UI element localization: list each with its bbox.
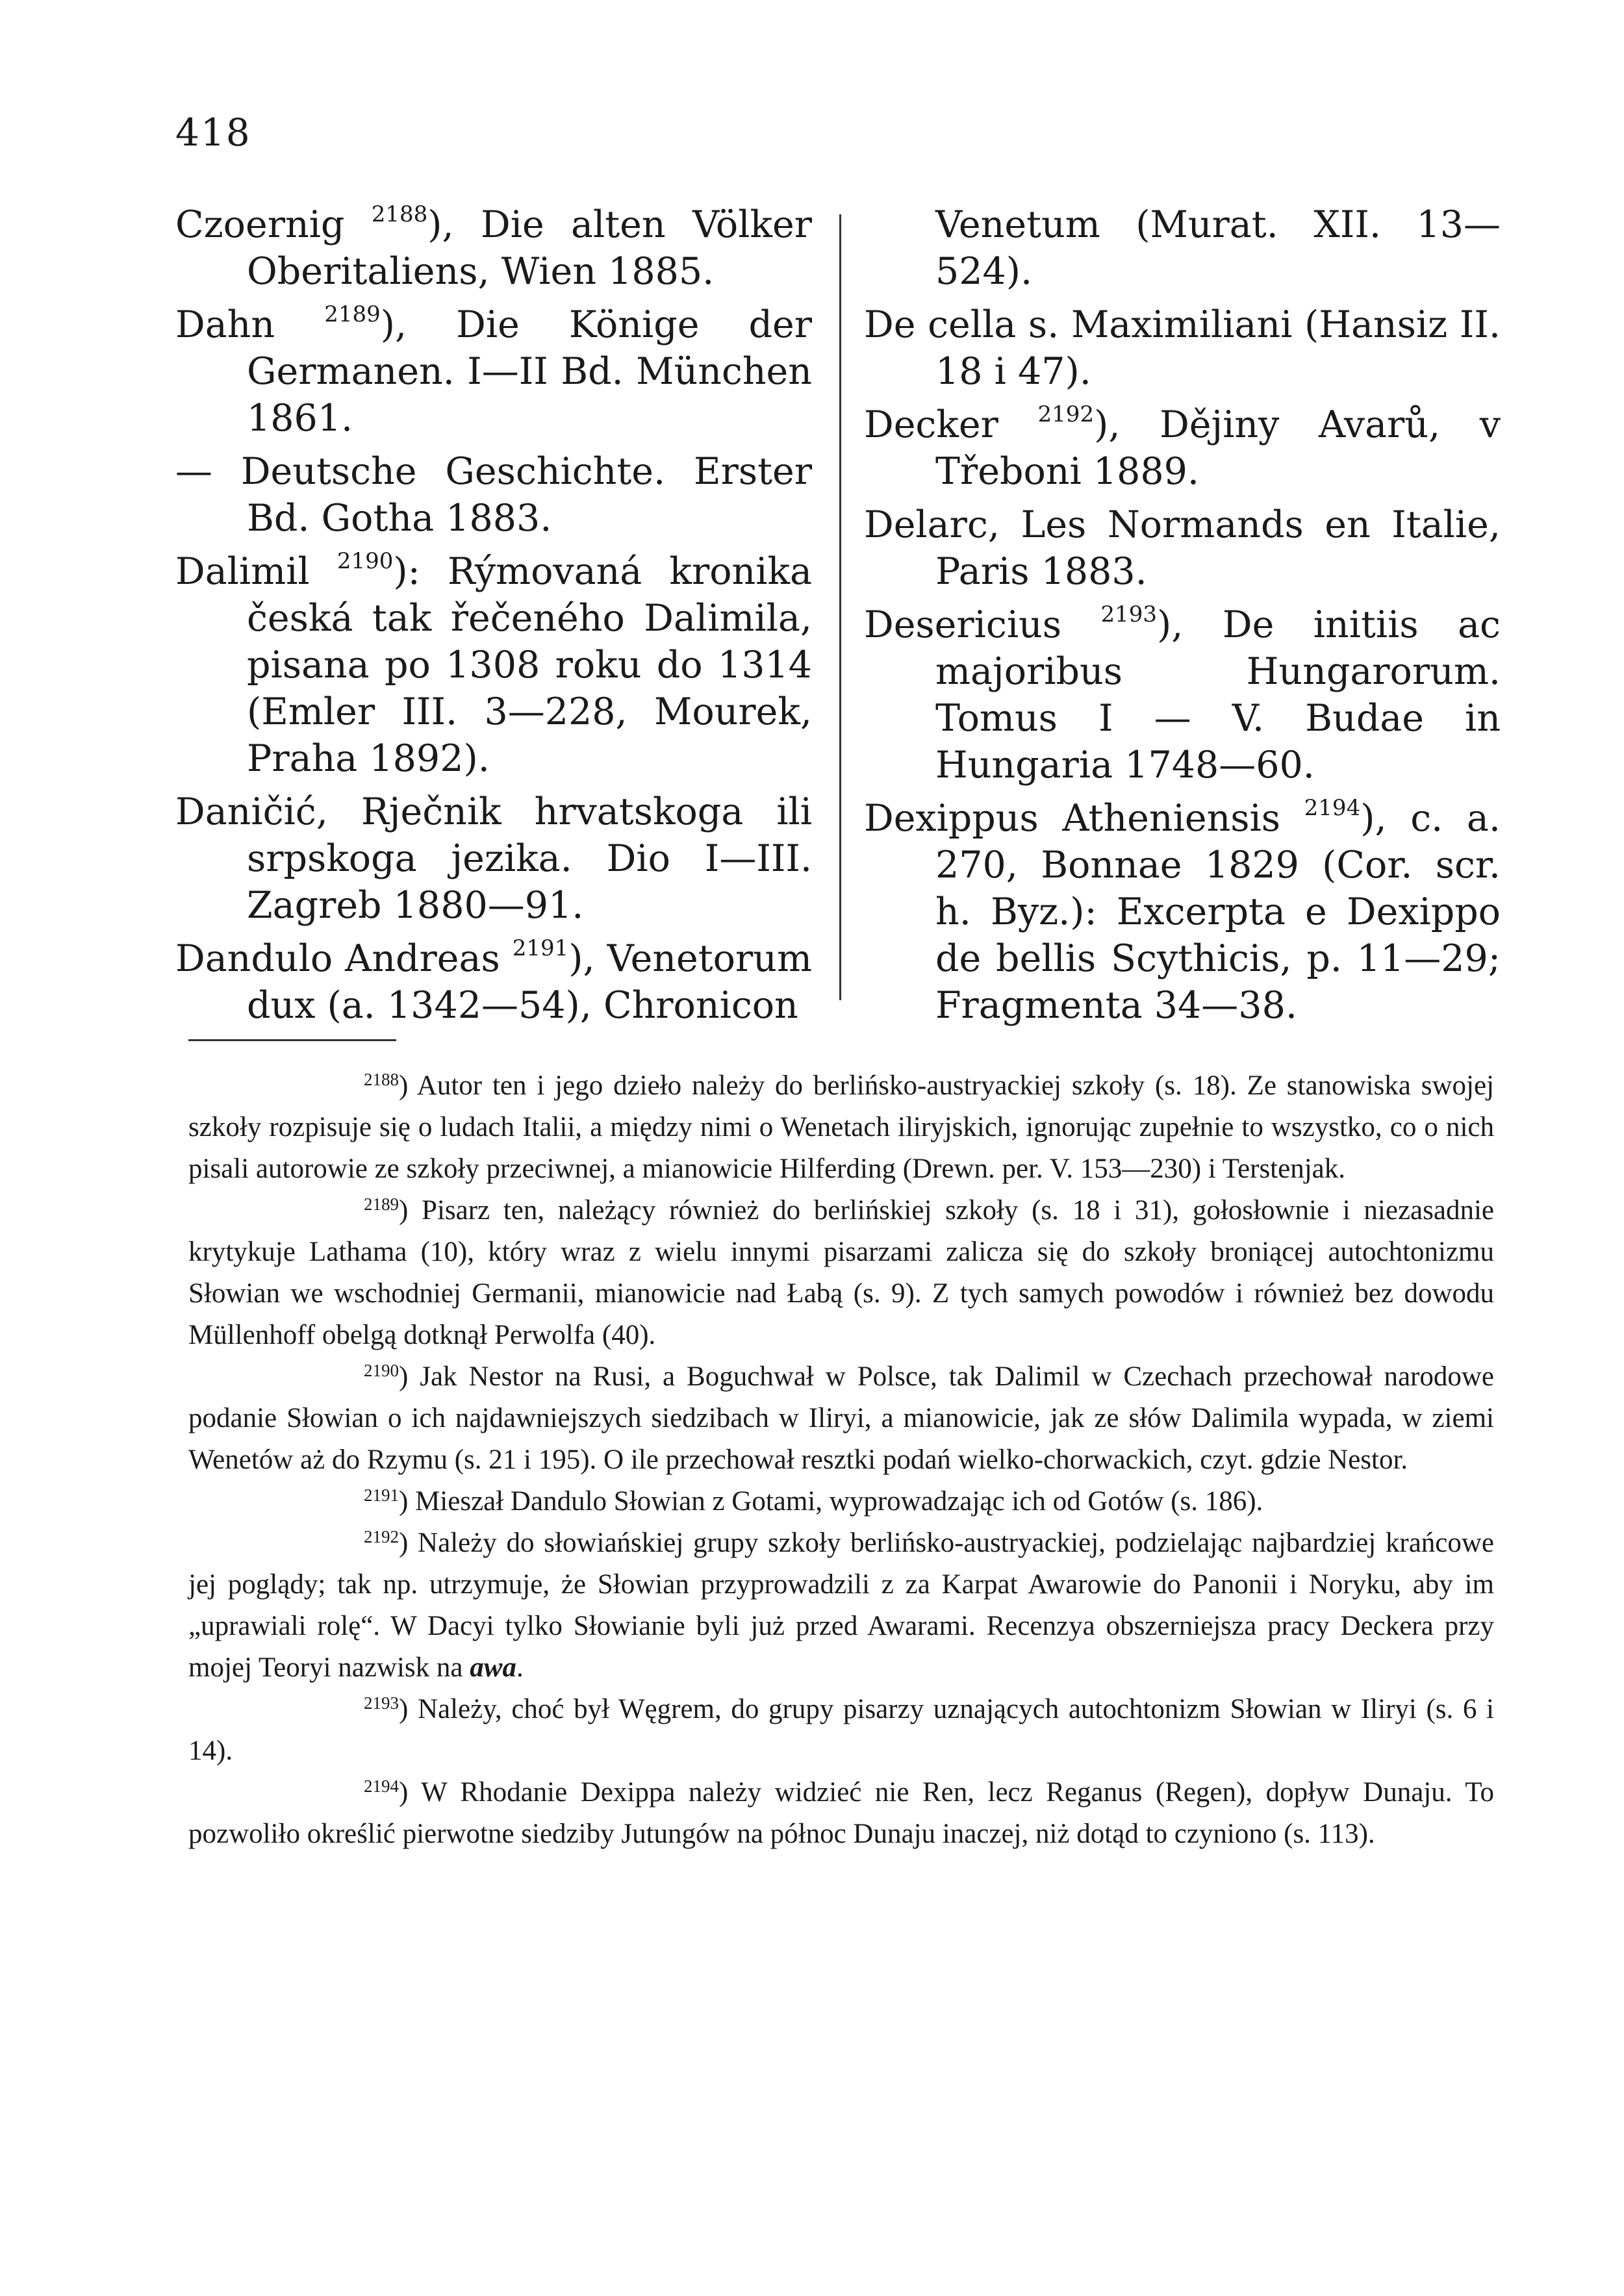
footnote: [188, 1065, 1494, 1190]
footnote-text: ) Należy, choć był Węgrem, do grupy pisarzy uznających autochtonizm Słowian w Iliryi (s. 6 i 14).: [188, 1694, 1494, 1766]
footnote-ref[interactable]: 2193: [1100, 601, 1158, 627]
entry-text: ), Die alten Völker Oberitaliens, Wien 1885.: [247, 203, 812, 293]
footnote-italic-text: awa: [470, 1652, 516, 1683]
bibliography-entry: [864, 401, 1501, 495]
footnote-text: ) Autor ten i jego dzieło należy do berlińsko-austryackiej szkoły (s. 18). Ze stanowiska swojej szkoły rozpisuje się o ludach Italii, a między nimi o Wenetach iliryjskich, ignorując zupełnie to wszystko, co o nich pisali autorowie ze szkoły przeciwnej, a mianowicie Hilferding (Drewn. per. V. 153—230) i Terstenjak.: [188, 1070, 1494, 1184]
footnote-text: ) Pisarz ten, należący również do berlińskiej szkoły (s. 18 i 31), gołosłownie i niezasadnie krytykuje Lathama (10), który wraz z wielu innymi pisarzami zalicza się do szkoły broniącej autochtonizmu Słowian we wschodniej Germanii, mianowicie nad Łabą (s. 9). Z tych samych powodów i również bez dowodu Müllenhoff obelgą dotknął Perwolfa (40).: [188, 1195, 1494, 1350]
bibliography-entry: [175, 301, 812, 442]
footnote: [188, 1356, 1494, 1481]
bibliography-entry: [864, 601, 1501, 788]
footnote-ref[interactable]: 2191: [512, 935, 569, 961]
entry-prefix: Desericius: [864, 603, 1101, 646]
footnote-tail: .: [516, 1652, 524, 1683]
entry-text: Deutsche Geschichte. Erster Bd. Gotha 1883.: [240, 450, 812, 540]
bibliography-entry: [175, 201, 812, 295]
entry-prefix: Decker: [864, 403, 1038, 446]
entry-text: Rječnik hrvatskoga ili srpskoga jezika. Dio I—III. Zagreb 1880—91.: [247, 790, 813, 927]
entry-text: Les Normands en Italie, Paris 1883.: [935, 503, 1501, 593]
left-column: [175, 201, 812, 1035]
footnote-text: ) W Rhodanie Dexippa należy widzieć nie Ren, lecz Reganus (Regen), dopływ Dunaju. To pozwoliło określić pierwotne siedziby Jutungów na północ Dunaju inaczej, niż dotąd to czyniono (s. 113).: [188, 1777, 1494, 1849]
footnote-mark: 2194: [364, 1776, 399, 1796]
column-divider: [839, 214, 841, 1000]
entry-prefix: Daničić,: [175, 790, 361, 833]
bibliography-entry: [864, 501, 1501, 595]
footnote: [188, 1190, 1494, 1356]
entry-text: ), De initiis ac majoribus Hungarorum. Tomus I — V. Budae in Hungaria 1748—60.: [935, 603, 1501, 787]
entry-text: ), Die Könige der Germanen. I—II Bd. München 1861.: [247, 303, 812, 440]
entry-text: ), Venetorum dux (a. 1342—54), Chronicon: [247, 937, 813, 1027]
footnote: [188, 1772, 1494, 1855]
footnote-mark: 2193: [364, 1693, 399, 1713]
bibliography-entry: [175, 548, 812, 782]
footnote-mark: 2192: [364, 1527, 399, 1546]
footnotes: [188, 1065, 1494, 1855]
footnote-mark: 2188: [364, 1070, 399, 1089]
entry-prefix: Dalimil: [175, 550, 337, 593]
footnote: [188, 1481, 1494, 1522]
footnote-text: ) Jak Nestor na Rusi, a Boguchwał w Polsce, tak Dalimil w Czechach przechował narodowe podanie Słowian o ich najdawniejszych siedzibach w Iliryi, a mianowicie, jak ze słów Dalimila wypada, w ziemi Wenetów aż do Rzymu (s. 21 i 195). O ile przechował resztki podań wielko-chorwackich, czyt. gdzie Nestor.: [188, 1361, 1494, 1475]
footnote-separator: [188, 1039, 396, 1041]
footnote-mark: 2190: [364, 1361, 399, 1380]
entry-prefix: Dandulo Andreas: [175, 937, 513, 980]
bibliography-entry: [864, 301, 1501, 395]
page-number: 418: [175, 110, 251, 155]
footnote: [188, 1522, 1494, 1689]
entry-prefix: Delarc,: [864, 503, 1021, 546]
bibliography-entry: [175, 935, 812, 1029]
footnote-ref[interactable]: 2190: [336, 548, 394, 574]
entry-text: ), c. a. 270, Bonnae 1829 (Cor. scr. h. Byz.): Excerpta e Dexippo de bellis Scythicis, p. 11—29; Fragmenta 34—38.: [935, 797, 1501, 1027]
entry-prefix: Dexippus Atheniensis: [864, 797, 1304, 840]
footnote-text: ) Mieszał Dandulo Słowian z Gotami, wyprowadzając ich od Gotów (s. 186).: [399, 1486, 1263, 1517]
bibliography-columns: [175, 201, 1501, 1027]
bibliography-entry: [175, 448, 812, 542]
bibliography-entry: [175, 788, 812, 929]
footnote-ref[interactable]: 2188: [371, 201, 428, 227]
entry-text: ), Dějiny Avarů, v Třeboni 1889.: [935, 403, 1501, 493]
footnote: [188, 1689, 1494, 1772]
footnote-ref[interactable]: 2189: [324, 301, 381, 327]
right-column: [864, 201, 1501, 1035]
bibliography-entry: [864, 795, 1501, 1029]
entry-text: ): Rýmovaná kronika česká tak řečeného Dalimila, pisana po 1308 roku do 1314 (Emler III. 3—228, Mourek, Praha 1892).: [247, 550, 813, 780]
footnote-text: ) Należy do słowiańskiej grupy szkoły berlińsko-austryackiej, podzielając najbardziej krańcowe jej poglądy; tak np. utrzymuje, że Słowian przyprowadzili z za Karpat Awarowie do Panonii i Noryku, aby im „uprawiali rolę“. W Dacyi tylko Słowianie byli już przed Awarami. Recenzya obszerniejsza pracy Deckera przy mojej Teoryi nazwisk na: [188, 1528, 1494, 1683]
footnote-ref[interactable]: 2192: [1037, 401, 1095, 427]
footnote-mark: 2191: [364, 1485, 399, 1505]
entry-prefix: De cella: [864, 303, 1028, 346]
bibliography-entry-continuation: [864, 201, 1501, 295]
entry-prefix: Czoernig: [175, 203, 372, 246]
entry-prefix: Dahn: [175, 303, 325, 346]
entry-prefix: —: [175, 450, 241, 493]
entry-text: Venetum (Murat. XII. 13—524).: [935, 203, 1501, 293]
entry-text: s. Maximiliani (Hansiz II. 18 i 47).: [935, 303, 1501, 393]
footnote-mark: 2189: [364, 1194, 399, 1214]
footnote-ref[interactable]: 2194: [1304, 795, 1361, 821]
